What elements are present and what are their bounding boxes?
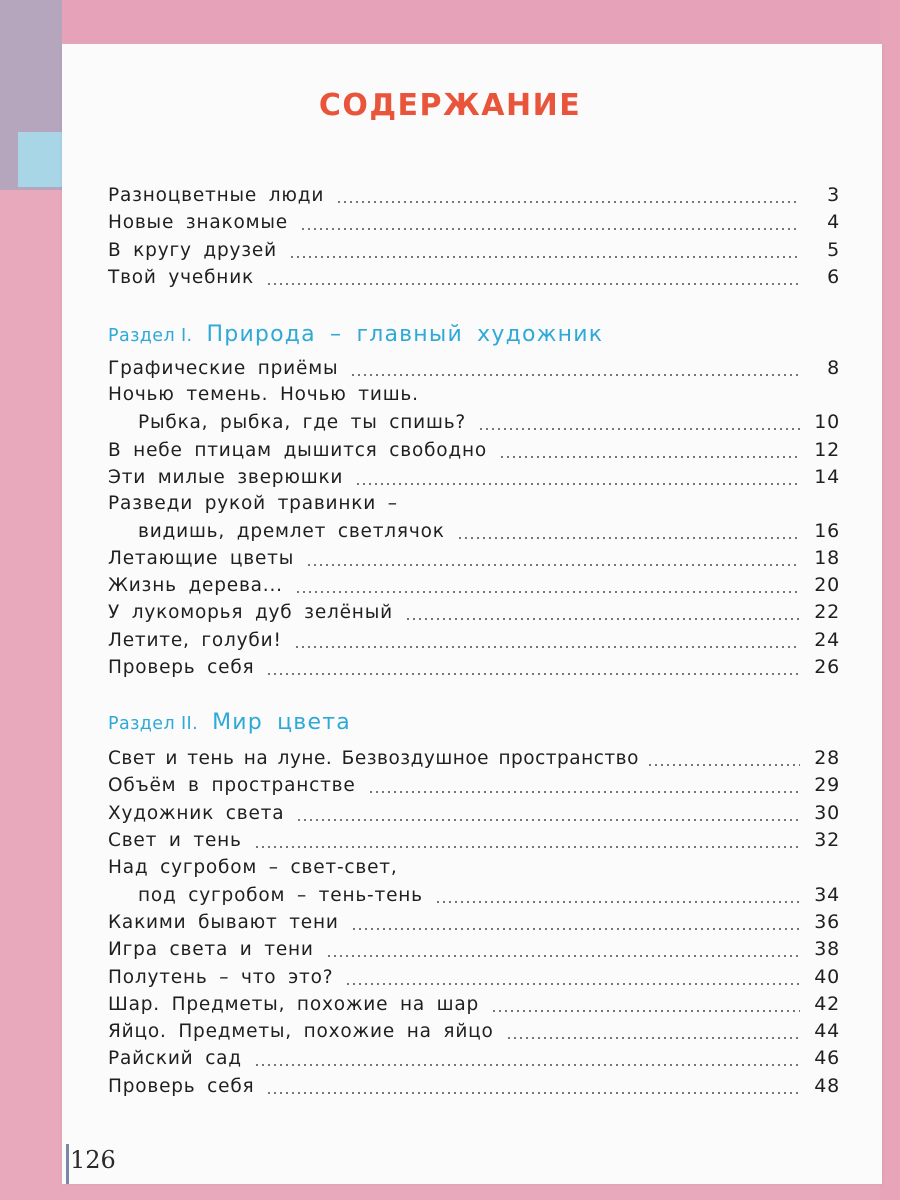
toc-entry-text: В небе птицам дышится свободно — [108, 440, 488, 461]
toc-entry — [108, 747, 840, 774]
toc-page-number: 26 — [814, 656, 840, 678]
toc-page-number: 34 — [814, 884, 840, 906]
toc-entry — [108, 911, 840, 938]
toc-page-number: 3 — [827, 184, 840, 206]
dot-leader — [266, 1092, 800, 1094]
toc-entry — [138, 884, 840, 911]
dot-leader — [506, 1037, 800, 1039]
dot-leader — [296, 819, 800, 821]
dot-leader — [499, 456, 800, 458]
toc-entry — [108, 266, 840, 293]
toc-page-number: 29 — [814, 774, 840, 796]
toc-entry-text: Новые знакомые — [108, 212, 288, 233]
toc-entry — [108, 1047, 840, 1074]
toc-entry-text-line: Над сугробом – свет-свет, — [108, 857, 398, 878]
toc-page-number: 22 — [814, 601, 840, 623]
dot-leader — [435, 901, 800, 903]
toc-entry-text: видишь, дремлет светлячок — [138, 521, 445, 542]
dot-leader — [266, 673, 800, 675]
toc-entry — [108, 656, 840, 683]
toc-entry-text: Яйцо. Предметы, похожие на яйцо — [108, 1021, 494, 1042]
toc-page-number: 5 — [827, 239, 840, 261]
toc-entry — [108, 184, 840, 211]
dot-leader — [405, 618, 800, 620]
toc-entry — [108, 938, 840, 965]
toc-entry — [138, 411, 840, 438]
toc-entry-text: Объём в пространстве — [108, 775, 356, 796]
section-heading — [108, 322, 603, 347]
toc-entry-text: Эти милые зверюшки — [108, 467, 344, 488]
background-blue-block — [18, 132, 62, 187]
toc-entry — [108, 547, 840, 574]
dot-leader — [368, 791, 800, 793]
toc-entry-text: Проверь себя — [108, 657, 255, 678]
toc-entry-text: Какими бывают тени — [108, 912, 339, 933]
toc-entry-text: Игра света и тени — [108, 939, 314, 960]
section-title: Мир цвета — [212, 710, 351, 735]
toc-entry — [108, 1075, 840, 1102]
toc-entry-text: Проверь себя — [108, 1076, 255, 1097]
toc-entry — [108, 357, 840, 384]
dot-leader — [266, 283, 800, 285]
toc-entry-text: Разноцветные люди — [108, 185, 325, 206]
toc-page-number: 24 — [814, 629, 840, 651]
background-right-band — [880, 0, 900, 1200]
dot-leader — [254, 1064, 800, 1066]
toc-entry — [108, 966, 840, 993]
toc-page-number: 28 — [814, 747, 840, 769]
toc-entry — [108, 993, 840, 1020]
toc-entry — [108, 466, 840, 493]
dot-leader — [351, 928, 800, 930]
dot-leader — [457, 537, 800, 539]
page-number-bar — [66, 1144, 69, 1184]
toc-page-number: 46 — [814, 1047, 840, 1069]
toc-page-number: 44 — [814, 1020, 840, 1042]
dot-leader — [345, 983, 800, 985]
toc-entry-text: Летите, голуби! — [108, 630, 282, 651]
section-label: Раздел I. — [108, 326, 193, 346]
toc-entry-text: Райский сад — [108, 1048, 242, 1069]
section-heading — [108, 710, 351, 735]
toc-entry-text: Жизнь дерева... — [108, 575, 283, 596]
toc-page-number: 14 — [814, 466, 840, 488]
toc-page-number: 6 — [827, 266, 840, 288]
toc-page-number: 40 — [814, 966, 840, 988]
toc-page-number: 42 — [814, 993, 840, 1015]
toc-entry-text: В кругу друзей — [108, 240, 277, 261]
toc-page-number: 32 — [814, 829, 840, 851]
toc-page-number: 12 — [814, 439, 840, 461]
dot-leader — [306, 564, 800, 566]
toc-entry — [138, 520, 840, 547]
toc-page-number: 16 — [814, 520, 840, 542]
dot-leader — [355, 483, 800, 485]
dot-leader — [300, 228, 800, 230]
dot-leader — [350, 374, 800, 376]
toc-page-number: 48 — [814, 1075, 840, 1097]
toc-entry-text: Шар. Предметы, похожие на шар — [108, 994, 480, 1015]
background-top-band — [0, 0, 900, 42]
toc-entry-text-line: Разведи рукой травинки – — [108, 493, 398, 514]
toc-entry-text: Графические приёмы — [108, 358, 339, 379]
dot-leader — [295, 591, 800, 593]
toc-entry — [108, 239, 840, 266]
toc-entry-text: Художник света — [108, 803, 285, 824]
toc-page-number: 18 — [814, 547, 840, 569]
toc-entry — [108, 211, 840, 238]
section-label: Раздел II. — [108, 714, 199, 734]
dot-leader — [647, 764, 800, 766]
toc-entry-text: под сугробом – тень-тень — [138, 885, 423, 906]
toc-entry-text: Свет и тень — [108, 830, 242, 851]
toc-entry — [108, 629, 840, 656]
toc-page-number: 10 — [814, 411, 840, 433]
toc-entry-text: У лукоморья дуб зелёный — [108, 602, 393, 623]
dot-leader — [336, 201, 800, 203]
dot-leader — [478, 428, 800, 430]
dot-leader — [289, 256, 800, 258]
dot-leader — [326, 955, 800, 957]
toc-entry — [108, 439, 840, 466]
toc-entry-text: Свет и тень на луне. Безвоздушное пространство — [108, 748, 639, 769]
toc-entry-text: Рыбка, рыбка, где ты спишь? — [138, 412, 467, 433]
dot-leader — [254, 846, 800, 848]
toc-page-number: 8 — [827, 357, 840, 379]
toc-page-number: 30 — [814, 802, 840, 824]
toc-entry — [108, 601, 840, 628]
toc-entry-text-line: Ночью темень. Ночью тишь. — [108, 384, 419, 405]
toc-entry-text: Твой учебник — [108, 267, 254, 288]
toc-entry — [108, 802, 840, 829]
toc-page-number: 4 — [827, 211, 840, 233]
toc-entry-text: Полутень – что это? — [108, 967, 334, 988]
toc-page-number: 20 — [814, 574, 840, 596]
toc-entry — [108, 1020, 840, 1047]
toc-entry — [108, 774, 840, 801]
toc-entry — [108, 574, 840, 601]
section-title: Природа – главный художник — [206, 322, 604, 347]
page-title: СОДЕРЖАНИЕ — [318, 88, 582, 123]
page-number: 126 — [70, 1146, 116, 1174]
toc-entry — [108, 829, 840, 856]
toc-page-number: 36 — [814, 911, 840, 933]
dot-leader — [294, 646, 800, 648]
toc-page-number: 38 — [814, 938, 840, 960]
toc-entry-text: Летающие цветы — [108, 548, 295, 569]
dot-leader — [491, 1010, 800, 1012]
